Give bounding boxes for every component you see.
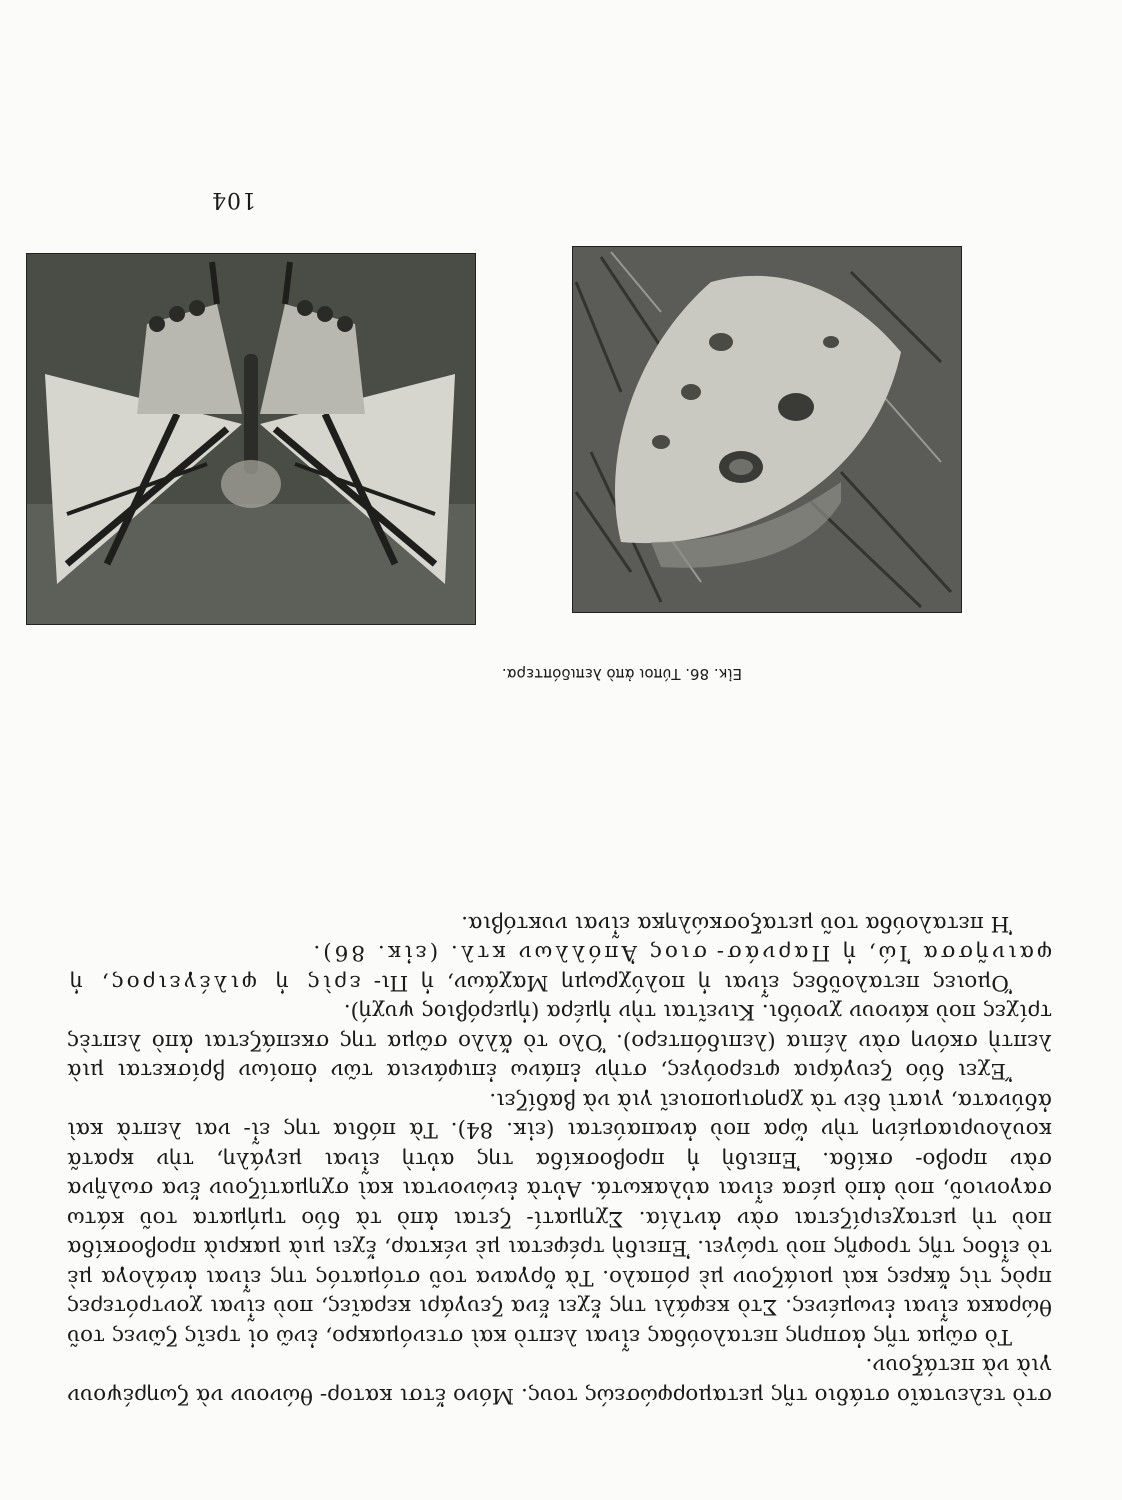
text-line: μιὰ μακριὰ προβοσκίδα ποὺ τὴ μεταχειρίζεται σὰν ἀντλία. Σχηματί- [67,1206,1052,1261]
text-line: μοιάζουν μὲ ρόπαλο. Τὰ ὄργανα τοῦ στόματός της εἶναι ἀνάλογα μὲ [67,1265,834,1290]
text-line: Τὸ σῶμα τῆς ἀσπρης πεταλούδας εἶναι λεπτὸ καὶ στενόμακρο, [325,1324,1012,1349]
figure-photo-swallowtail [26,253,476,625]
text-line: τὸ εἶδος τῆς τροφῆς ποὺ τρώγει. Ἐπειδὴ τρέφεται μὲ νέκταρ, ἔχει [332,1235,1052,1261]
text-line: ἐνῶ οἱ τρεῖς ζῶνες τοῦ θώρακα εἶναι ἑνωμένες. Στὸ κεφάλι της ἔχει [67,1294,1052,1349]
page-number: 104 [211,187,256,212]
figure-caption: Εἰκ. 86. Τύποι ἀπὸ λεπιδόπτερα. [501,665,742,683]
text-line: ἕνα ζευγάρι κεραῖες, ποὺ εἶναι χοντρότερες πρὸς τὶς ἄκρες καὶ [67,1265,1052,1320]
text-line: θώνουν νὰ ζωηρέψουν γιὰ νὰ πετάξουν. [67,1353,1052,1408]
text-line: Ἔχει δύο ζευγάρια φτερούγες, στὴν ἐπάνω ἐπιφάνεια τῶν [330,1058,1012,1084]
text-line: σκίδα. Ἐπειδὴ ἡ προβοσκίδα της αὐτὴ εἶναι μεγάλη, τὴν κρατᾶ [66,1147,893,1172]
paragraph-3 [67,997,1052,1086]
text-line: ερὶς ἡ φιλέγειρος, ἡ φαινῆσσα Ἰώ, ἡ Παρνάσ- [66,940,1052,995]
apollo-butterfly-illustration [573,247,961,612]
text-line: Ἡ πεταλούδα τοῦ μεταξοσκώληκα εἶναι νυκτόβια. [461,911,1012,936]
text-line: Ὅμοιες πεταλοῦδες εἶναι ἡ πολύχρωμη Μαχάων, ἡ Πι- [373,970,1012,995]
text-line: σιος Ἀπόλλων κτλ. (εἰκ. 86). [310,940,707,966]
text-line: ὁποίων βρίσκεται μιὰ λεπτὴ σκόνη σὰν λέπια (λεπιδόπτερο). Ὅλο τὸ [67,1029,1052,1084]
swallowtail-butterfly-illustration [27,254,475,624]
body-text [67,909,1052,1411]
paragraph-2 [67,1086,1052,1352]
text-line: στὸ τελευταῖο στάδιο τῆς μεταμορφώσεώς τους. Μόνο ἔτσι κατορ- [319,1383,1052,1408]
text-line: Κινεῖται τὴν ἡμέρα (ἡμερόβιος ψυχή). [343,999,755,1025]
text-line: ζεται ἀπὸ τὰ δύο τμήματα τοῦ κάτω σαγονιοῦ, ποὺ ἀπὸ μέσα εἶναι [67,1176,1052,1231]
text-line: ἄλλο σῶμα της σκεπάζεται ἀπὸ λεπτὲς τρίχες ποὺ κάνουν χνούδι. [67,999,1052,1054]
text-line: κουλουριασμένη τὴν ὥρα ποὺ ἀναπαύεται (εἰκ. 84). Τὰ πόδια της εἶ- [243,1117,1052,1143]
paragraph-5 [67,909,1052,939]
text-line: αὐλακωτά. Αὐτὰ ἑνώνονται καὶ σχηματίζουν ἕνα σωλῆνα σὰν προβο- [67,1147,1052,1202]
figure-photo-apollo [572,246,962,613]
paragraph-4 [67,938,1052,997]
text-line: ναι λεπτὰ καὶ ἀδύνατα, γιατὶ δὲν τὰ χρησιμοποιεῖ γιὰ νὰ βαδίζει. [67,1088,1052,1143]
paragraph-1 [67,1351,1052,1410]
